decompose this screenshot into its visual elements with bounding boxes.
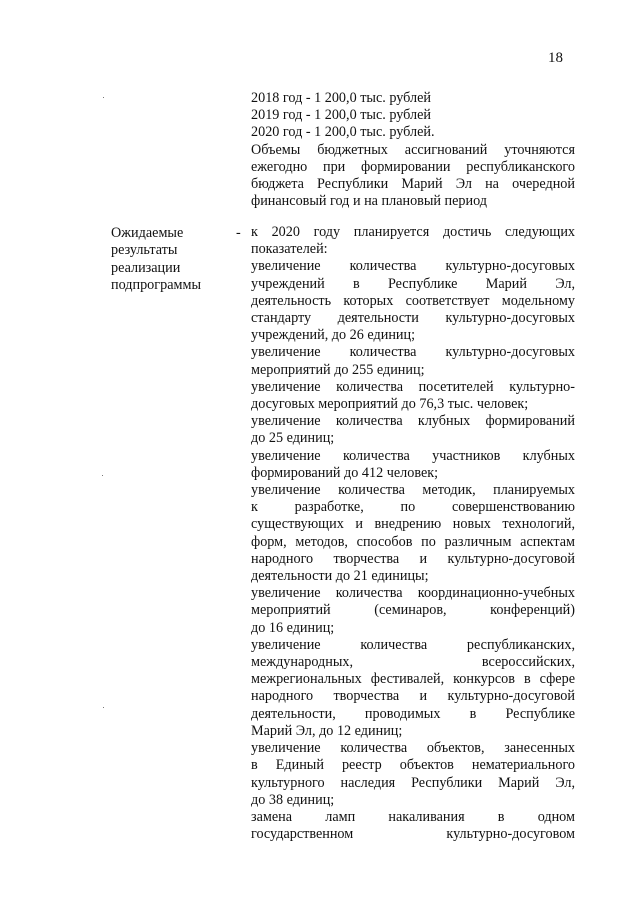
results-line: досуговых мероприятий до 76,3 тыс. человек; [251,396,529,413]
results-line: увеличение количества координационно-учебных [251,585,575,602]
funding-line: 2019 год - 1 200,0 тыс. рублей [251,107,431,124]
results-line: учреждений в Республике Марий Эл, [251,275,575,292]
expected-results [251,224,575,843]
results-line: стандарту деятельности культурно-досуговых [251,310,575,327]
results-line: мероприятий до 255 единиц; [251,361,425,378]
results-line: формирований до 412 человек; [251,464,439,481]
funding-block [251,90,575,210]
results-line: деятельность которых соответствует модельному [251,292,575,309]
results-line: народного творчества и культурно-досуговой [251,688,575,705]
results-line: межрегиональных фестивалей, конкурсов в сфере [251,671,575,688]
results-line: увеличение количества клубных формирований [251,413,575,430]
results-line: увеличение количества культурно-досуговых [251,258,575,275]
results-line: форм, методов, способов по различным аспектам [251,533,575,550]
results-line: увеличение количества участников клубных [251,447,575,464]
results-line: деятельности до 21 единицы; [251,568,429,585]
results-line: показателей: [251,241,328,258]
results-line: народного творчества и культурно-досуговой [251,550,575,567]
results-line: деятельности, проводимых в Республике [251,705,575,722]
funding-note-line: финансовый год и на плановый период [251,193,488,210]
results-line: Марий Эл, до 12 единиц; [251,722,403,739]
results-line: увеличение количества методик, планируемых [251,482,575,499]
results-line: государственном культурно-досуговом [251,826,575,843]
results-line: увеличение количества культурно-досуговых [251,344,575,361]
results-line: международных, всероссийских, [251,654,575,671]
results-line: мероприятий (семинаров, конференций) [251,602,575,619]
results-line: к разработке, по совершенствованию [251,499,575,516]
section-label-line: результаты [111,242,178,259]
results-line: увеличение количества республиканских, [251,636,575,653]
results-line: увеличение количества объектов, занесенных [251,740,575,757]
scan-speck [103,97,104,98]
dash-separator: - [236,225,241,241]
results-line: до 25 единиц; [251,430,335,447]
funding-line: 2020 год - 1 200,0 тыс. рублей. [251,124,435,141]
funding-note-line: бюджета Республики Марий Эл на очередной [251,176,575,193]
funding-note-line: ежегодно при формировании республиканского [251,158,575,175]
funding-line: 2018 год - 1 200,0 тыс. рублей [251,90,431,106]
results-line: учреждений, до 26 единиц; [251,327,416,344]
results-line: до 38 единиц; [251,791,335,808]
results-line: культурного наследия Республики Марий Эл, [251,774,575,791]
section-label [111,225,241,294]
results-line: в Единый реестр объектов нематериального [251,757,575,774]
scan-speck [103,707,104,708]
section-label-line: подпрограммы [111,276,201,293]
funding-note-line: Объемы бюджетных ассигнований уточняются [251,141,575,158]
page-number: 18 [548,50,563,66]
scan-speck [102,475,103,476]
results-line: замена ламп накаливания в одном [251,808,575,825]
section-label-line: Ожидаемые [111,225,184,241]
results-line: до 16 единиц; [251,619,335,636]
results-line: увеличение количества посетителей культурно- [251,378,575,395]
section-label-line: реализации [111,259,181,276]
results-line: к 2020 году планируется достичь следующих [251,224,575,240]
results-line: существующих и внедрению новых технологий, [251,516,575,533]
